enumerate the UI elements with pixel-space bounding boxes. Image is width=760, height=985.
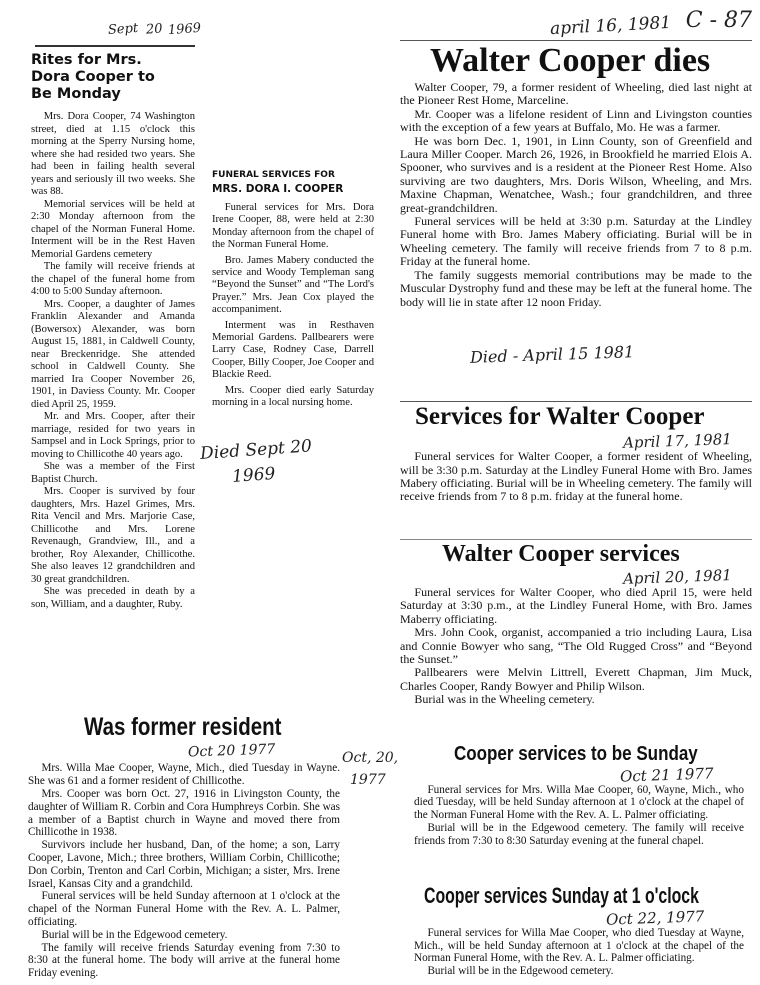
headline-line: Dora Cooper to [31, 69, 155, 85]
handwritten-date-note: april 16, 1981 [549, 12, 672, 40]
headline-line: MRS. DORA I. COOPER [212, 183, 344, 195]
clipping-willa-services-sunday [414, 742, 744, 848]
paragraph: She was a member of the First Baptist Church. [31, 461, 195, 485]
handwritten-death-note-row [400, 344, 752, 366]
paragraph: The family will receive friends at the chapel of the funeral home from 4:00 to 5:00 Sunday afternoon. [31, 261, 195, 297]
handwritten-date-note-row [400, 568, 752, 586]
clipping-willa-services-one-oclock [414, 883, 744, 978]
article-body [212, 202, 374, 410]
handwritten-date-note-row [28, 742, 340, 760]
paragraph: The family will receive friends Saturday evening from 7:30 to 8:30 at the funeral home. The body will arrive at the funeral home Friday evening. [28, 941, 340, 980]
paragraph: Funeral services will be held Sunday afternoon at 1 o'clock at the chapel of the Norman Funeral Home with the Rev. A. L. Palmer, officiating. [28, 890, 340, 929]
headline-line: Be Monday [31, 86, 121, 102]
paragraph: Mrs. Cooper is survived by four daughters, Mrs. Hazel Grimes, Mrs. Rita Vencil and Mrs. Marjorie Case, Chillicothe and Mrs. Lorene Revenaugh, Grandview, Ill., and a brother, Roy Alexander, Chillicothe. She also leaves 12 grandchildren and 30 great grandchildren. [31, 486, 195, 585]
paragraph: Mrs. Cooper, a daughter of James Franklin Alexander and Amanda (Bowersox) Alexander, was born August 15, 1881, in Caldwell County, near Breckenridge. She attended school in Caldwell County. She married Ira Cooper November 26, 1901, in Daviess County. Mr. Cooper died April 25, 1959. [31, 298, 195, 410]
article-body [28, 762, 340, 980]
handwritten-date-note: Oct 22, 1977 [605, 907, 705, 929]
handwritten-date-note-row [414, 766, 744, 784]
paragraph: Pallbearers were Melvin Littrell, Everett Chapman, Jim Muck, Charles Cooper, Randy Bowyer and Philip Wilson. [400, 665, 752, 693]
headline: Services for Walter Cooper [400, 401, 752, 432]
paragraph: Funeral services for Mrs. Dora Irene Cooper, 88, were held at 2:30 Monday afternoon from the chapel of the Norman Funeral Home. [212, 202, 374, 251]
clipping-willa-former-resident [28, 712, 340, 980]
article-body [400, 450, 752, 504]
handwritten-death-note: Died Sept 20 [199, 435, 313, 464]
paragraph: Mrs. Willa Mae Cooper, Wayne, Mich., died Tuesday in Wayne. She was 61 and a former resident of Chillicothe. [28, 762, 340, 788]
right-column [400, 6, 752, 978]
headline [31, 52, 195, 103]
headline-line: FUNERAL SERVICES FOR [212, 170, 335, 180]
clipping-dora-rites [31, 52, 195, 611]
paragraph: Interment was in Resthaven Memorial Gardens. Pallbearers were Larry Case, Rodney Case, Darrell Cooper, Billy Cooper, Joe Cooper and Blackie Reed. [212, 319, 374, 381]
paragraph: Memorial services will be held at 2:30 Monday afternoon from the chapel of the Norman Funeral Home. Interment will be in the Rest Haven Memorial Gardens cemetery [31, 198, 195, 260]
headline: Cooper services to be Sunday [454, 742, 698, 765]
article-body [414, 784, 744, 848]
article-body [31, 111, 195, 611]
clipping-walter-dies [400, 40, 752, 309]
handwritten-date-note: Oct 20 1977 [187, 741, 276, 761]
top-note-row [400, 6, 752, 40]
paragraph: Mrs. Cooper was born Oct. 27, 1916 in Livingston County, the daughter of William R. Corbin and Cora Humphreys Corbin. She was a member of a Baptist church in Wayne and moved there from Chillicothe in 1938. [28, 788, 340, 839]
handwritten-date-note-row [414, 909, 744, 927]
article-body [400, 586, 752, 707]
page-marker-note: C - 87 [685, 8, 752, 33]
paragraph: Walter Cooper, 79, a former resident of Wheeling, died last night at the Pioneer Rest Home, Marceline. [400, 80, 752, 108]
clipping-walter-services [400, 401, 752, 504]
paragraph: Funeral services will be held at 3:30 p.m. Saturday at the Lindley Funeral home with Bro. James Mabery officiating. Burial will be in Wheeling cemetery. The family will receive friends from 7 to 8 p.m. Friday at the funeral home. [400, 214, 752, 269]
headline-line: Rites for Mrs. [31, 52, 142, 68]
paragraph: Burial will be in the Edgewood cemetery. [427, 965, 614, 978]
article-body [400, 81, 752, 309]
paragraph: Survivors include her husband, Dan, of the home; a son, Larry Cooper, Lavone, Mich.; three brothers, William Corbin, Chillicothe; Don Corbin, Trenton and Carl Corbin, Michigan; a sister, Mrs. Irene Israel, Kansas City and a grandchild. [28, 839, 340, 890]
headline: Was former resident [84, 713, 282, 742]
paragraph: Burial will be in the Edgewood cemetery. [41, 928, 228, 941]
headline [212, 168, 374, 196]
paragraph: Mrs. John Cook, organist, accompanied a trio including Laura, Lisa and Connie Bowyer who sang, “The Old Rugged Cross” and “Beyond the Sunset.” [400, 625, 752, 666]
handwritten-date-note: Oct 21 1977 [620, 764, 715, 786]
handwritten-note: 20 [145, 21, 164, 38]
handwritten-side-note: Oct, 20, [342, 750, 399, 766]
handwritten-note: Sept [107, 20, 139, 39]
paragraph: Mr. Cooper was a lifelone resident of Linn and Livingston counties with the exception of a few years at Buffalo, Mo. He was a farmer. [400, 106, 752, 135]
headline: Walter Cooper services [400, 539, 752, 568]
headline: Walter Cooper dies [400, 40, 752, 81]
handwritten-date-note: April 17, 1981 [622, 430, 733, 453]
headline: Cooper services Sunday at 1 o'clock [424, 882, 699, 908]
paragraph: The family suggests memorial contributions may be made to the Muscular Dystrophy fund and these may be left at the funeral home. The body will lie in state after 12 noon Friday. [400, 267, 752, 309]
clipping-rule [35, 45, 195, 47]
paragraph: Mr. and Mrs. Cooper, after their marriage, resided for two years in Sampsel and in Lock Springs, prior to moving to Chillicothe 40 years ago. [31, 411, 195, 460]
paragraph: He was born Dec. 1, 1901, in Linn County, son of Greenfield and Laura Miller Cooper. March 26, 1926, in Brookfield he married Elois A. Spooner, who survives and is a resident at the Pioneer Rest Home. Also surviving are two daughters, Mrs. Doris Wilson, Wheeling, and Mrs. Maxine Chapman, Wenatchee, Wash.; four grandchildren, and three great-grandchildren. [400, 133, 752, 215]
paragraph: Bro. James Mabery conducted the service and Woody Templeman sang “Beyond the Sunset” and “The Lord's Prayer.” Mrs. Jean Cox played the accompaniment. [212, 254, 374, 316]
clipping-walter-services-held [400, 539, 752, 707]
clipping-dora-funeral [199, 168, 374, 487]
handwritten-side-note: 1977 [350, 772, 386, 788]
paragraph: Mrs. Cooper died early Saturday morning in a local nursing home. [212, 384, 374, 409]
walter-dies-group [400, 6, 752, 309]
paragraph: Funeral services for Walter Cooper, a former resident of Wheeling, will be 3:30 p.m. Saturday at the Lindley Funeral Home with Bro. James Mabery officiating. Burial will be in Wheeling cemetery. The family will receive friends from 7 to 8 p.m. friday at the funeral home. [400, 449, 752, 504]
paragraph: Funeral services for Willa Mae Cooper, who died Tuesday at Wayne, Mich., will be held Sunday afternoon at 1 o'clock at the chapel of the Norman Funeral Home, with the Rev. A. L. Palmer officiating. [414, 926, 744, 965]
paragraph: She was preceded in death by a son, William, and a daughter, Ruby. [31, 586, 195, 610]
paragraph: Burial will be in the Edgewood cemetery. The family will receive friends from 7:30 to 8:30 Saturday evening at the funeral chapel. [414, 822, 744, 847]
handwritten-note: 1969 [167, 20, 202, 39]
article-body [414, 927, 744, 978]
handwritten-date-note-row [400, 430, 752, 453]
paragraph: Funeral services for Mrs. Willa Mae Cooper, 60, Wayne, Mich., who died Tuesday, will be held Sunday afternoon at 1 o'clock at the chapel of the Norman Funeral Home with the Rev. A. L. Palmer officiating. [414, 783, 744, 822]
paragraph: Burial was in the Wheeling cemetery. [414, 692, 595, 707]
paragraph: Funeral services for Walter Cooper, who died April 15, were held Saturday at 3:30 p.m., at the Lindley Funeral Home, with Bro. James Maberry officiating. [400, 584, 752, 626]
handwritten-date-note: April 20, 1981 [622, 566, 733, 588]
handwritten-death-note: Died - April 15 1981 [469, 342, 635, 367]
paragraph: Mrs. Dora Cooper, 74 Washington street, died at 1.15 o'clock this morning at the Sperry Nursing home, where she had resided two years. She had been in failing health several years and seriously ill two weeks. She was 88. [31, 111, 195, 197]
handwritten-death-note: 1969 [231, 463, 277, 487]
